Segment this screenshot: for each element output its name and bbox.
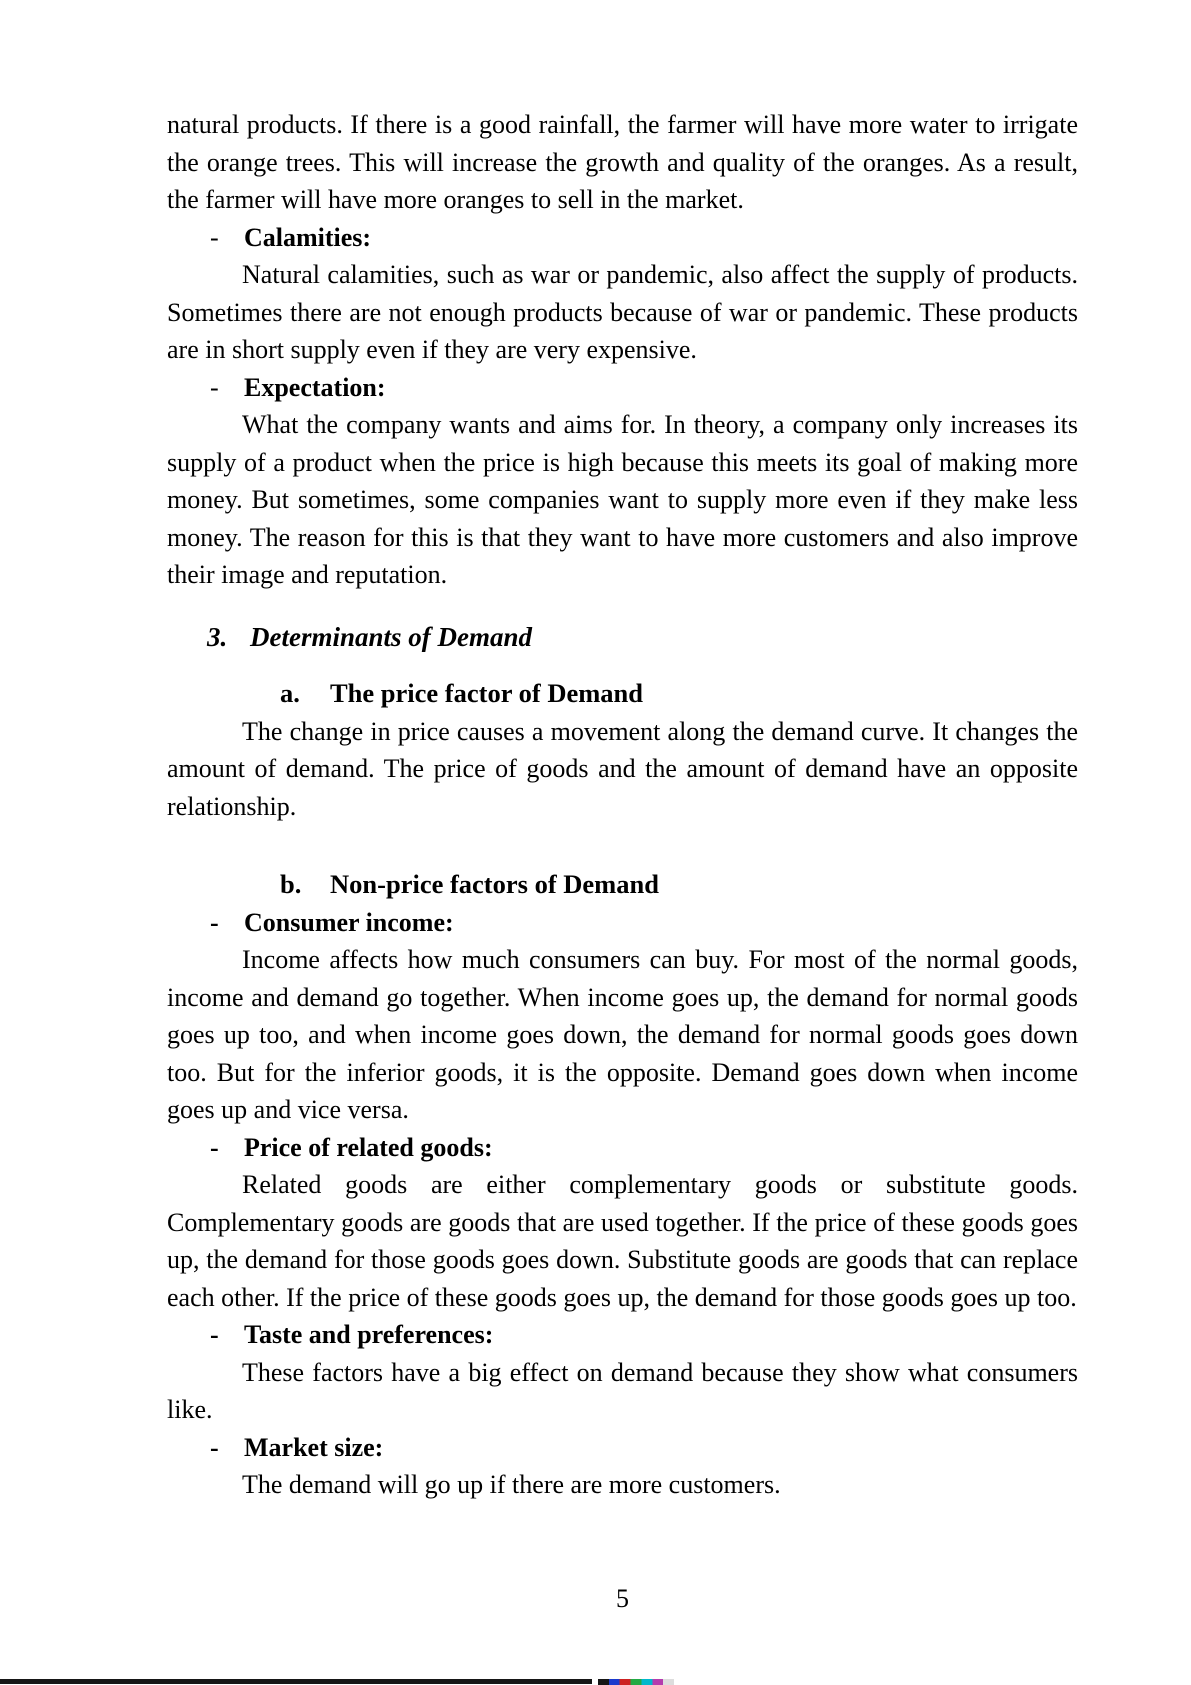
bullet-label: Expectation: bbox=[244, 372, 386, 402]
paragraph: Related goods are either complementary goods or substitute goods. Complementary goods are goods that are used together. If the price of these goods goes up, the demand for those goods goes down. Substitute goods are goods that can replace each other. If the price of these goods goes up, the demand for those goods goes up too. bbox=[167, 1170, 1078, 1312]
section-title: Determinants of Demand bbox=[250, 621, 533, 652]
bullet-label: Taste and preferences: bbox=[244, 1320, 494, 1349]
bullet-label: Calamities: bbox=[244, 222, 372, 252]
paragraph: Income affects how much consumers can buy. For most of the normal goods, income and demand go together. When income goes up, the demand for normal goods goes up too, and when income goes down, the demand for normal goods goes down too. But for the inferior goods, it is the opposite. Demand goes down when income goes up and vice versa. bbox=[167, 945, 1078, 1124]
bullet-item-calamities bbox=[167, 219, 1078, 257]
subheading-title: Non-price factors of Demand bbox=[330, 869, 659, 899]
subheading-title: The price factor of Demand bbox=[330, 678, 644, 708]
bottom-edge-bar bbox=[0, 1679, 592, 1684]
bullet-label: Consumer income: bbox=[244, 907, 454, 937]
document-body bbox=[167, 106, 1078, 1504]
paragraph: natural products. If there is a good rainfall, the farmer will have more water to irrigate the orange trees. This will increase the growth and quality of the oranges. As a result, the farmer will have more oranges to sell in the market. bbox=[167, 110, 1078, 214]
bullet-item-expectation bbox=[167, 369, 1078, 407]
paragraph: Natural calamities, such as war or pandemic, also affect the supply of products. Sometimes there are not enough products because of war or pandemic. These products are in short supply even if they are very expensive. bbox=[167, 260, 1078, 364]
paragraph: The change in price causes a movement along the demand curve. It changes the amount of demand. The price of goods and the amount of demand have an opposite relationship. bbox=[167, 716, 1078, 821]
bullet-item-price-of-related-goods bbox=[167, 1129, 1078, 1167]
subheading-price-factor bbox=[280, 675, 1078, 713]
bottom-color-strip bbox=[598, 1679, 674, 1685]
bullet-dash: - bbox=[210, 1320, 219, 1349]
section-number: 3. bbox=[207, 621, 228, 652]
paragraph: The demand will go up if there are more customers. bbox=[242, 1470, 781, 1499]
section-heading-determinants-of-demand bbox=[207, 619, 1078, 657]
bullet-dash: - bbox=[210, 1132, 219, 1162]
page-number: 5 bbox=[616, 1584, 629, 1613]
bullet-label: Market size: bbox=[244, 1432, 384, 1462]
bullet-dash: - bbox=[210, 907, 219, 937]
subheading-letter: b. bbox=[280, 869, 302, 899]
paragraph: These factors have a big effect on demand because they show what consumers like. bbox=[167, 1357, 1078, 1424]
paragraph: What the company wants and aims for. In theory, a company only increases its supply of a product when the price is high because this meets its goal of making more money. But sometimes, some companies want to supply more even if they make less money. The reason for this is that they want to have more customers and also improve their image and reputation. bbox=[167, 410, 1078, 589]
subheading-non-price-factors bbox=[280, 866, 1078, 904]
bullet-item-market-size bbox=[167, 1429, 1078, 1467]
bullet-label: Price of related goods: bbox=[244, 1132, 493, 1162]
bullet-dash: - bbox=[210, 372, 219, 402]
subheading-letter: a. bbox=[280, 678, 300, 708]
bullet-item-consumer-income bbox=[167, 904, 1078, 942]
bullet-item-taste-and-preferences bbox=[167, 1316, 1078, 1354]
bullet-dash: - bbox=[210, 222, 219, 252]
bullet-dash: - bbox=[210, 1432, 219, 1462]
